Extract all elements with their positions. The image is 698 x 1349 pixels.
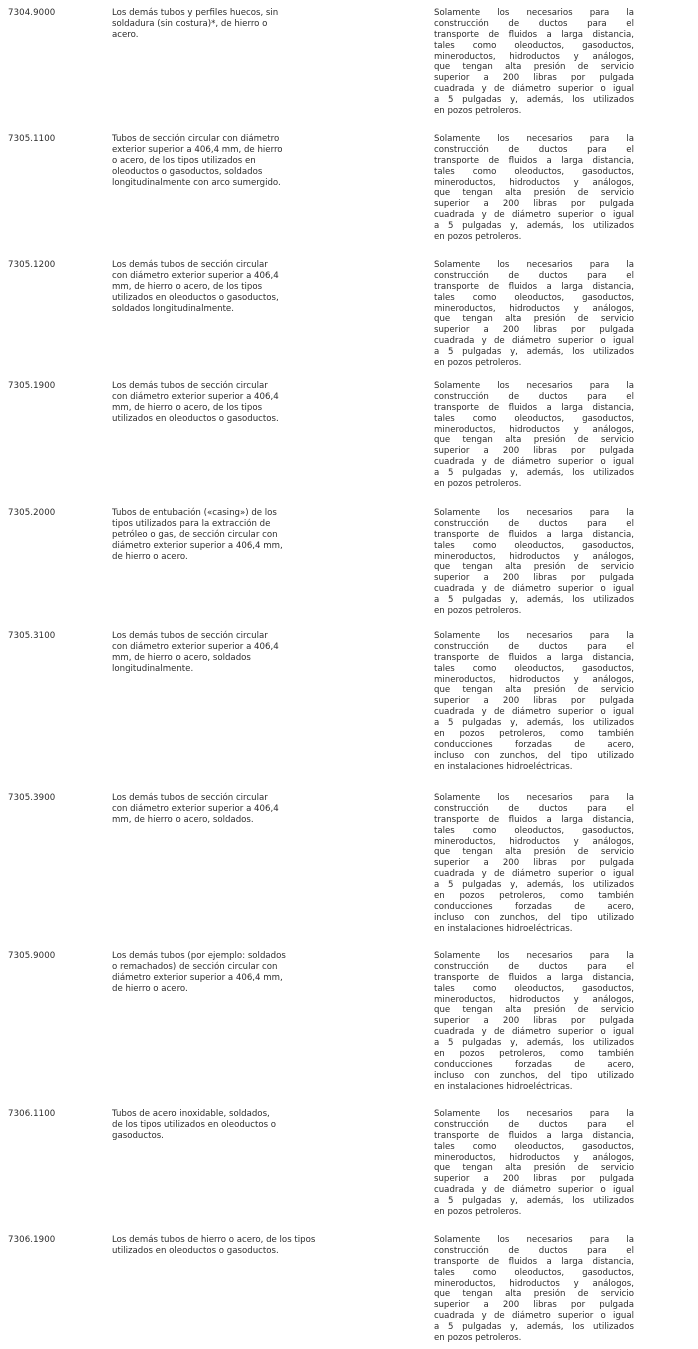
condition-line: superior a 200 libras por pulgada bbox=[434, 1300, 634, 1311]
condition-line: Solamente los necesarios para la bbox=[434, 134, 634, 144]
product-description: Tubos de sección circular con diámetro exterior superior a 406,4 mm, de hierro o acero, de los tipos utilizados en oleoductos o gasoductos, soldados longitudinalmente con arco sumergido. bbox=[112, 134, 283, 188]
condition-line: superior a 200 libras por pulgada bbox=[434, 858, 634, 869]
condition-line: que tengan alta presión de servicio bbox=[434, 435, 634, 446]
condition-text bbox=[434, 8, 634, 117]
condition-line: incluso con zunchos, del tipo utilizado bbox=[434, 750, 634, 761]
condition-line: mineroductos, hidroductos y análogos, bbox=[434, 836, 634, 847]
condition-line: mineroductos, hidroductos y análogos, bbox=[434, 51, 634, 62]
condition-line: que tengan alta presión de servicio bbox=[434, 1289, 634, 1300]
condition-line: a 5 pulgadas y, además, los utilizados bbox=[434, 595, 634, 606]
condition-text bbox=[434, 381, 634, 490]
condition-line: Solamente los necesarios para la bbox=[434, 793, 634, 803]
product-description: Tubos de entubación («casing») de los tipos utilizados para la extracción de petróleo o gas, de sección circular con diámetro exterior superior a 406,4 mm, de hierro o acero. bbox=[112, 508, 283, 562]
tariff-code: 7305.1900 bbox=[8, 381, 56, 391]
condition-line: a 5 pulgadas y, además, los utilizados bbox=[434, 95, 634, 106]
condition-line: construcción de ductos para el bbox=[434, 144, 634, 155]
condition-line: cuadrada y de diámetro superior o igual bbox=[434, 210, 634, 221]
condition-line: construcción de ductos para el bbox=[434, 518, 634, 529]
condition-line: construcción de ductos para el bbox=[434, 641, 634, 652]
condition-line: Solamente los necesarios para la bbox=[434, 8, 634, 18]
condition-line: transporte de fluidos a larga distancia, bbox=[434, 281, 634, 292]
condition-line: tales como oleoductos, gasoductos, bbox=[434, 825, 634, 836]
condition-line: mineroductos, hidroductos y análogos, bbox=[434, 1278, 634, 1289]
condition-line: cuadrada y de diámetro superior o igual bbox=[434, 869, 634, 880]
condition-line: en pozos petroleros. bbox=[434, 232, 522, 243]
condition-line: construcción de ductos para el bbox=[434, 18, 634, 29]
condition-line: en pozos petroleros. bbox=[434, 479, 522, 490]
condition-line: superior a 200 libras por pulgada bbox=[434, 73, 634, 84]
condition-line: superior a 200 libras por pulgada bbox=[434, 199, 634, 210]
condition-line: superior a 200 libras por pulgada bbox=[434, 446, 634, 457]
condition-line: cuadrada y de diámetro superior o igual bbox=[434, 1027, 634, 1038]
condition-line: que tengan alta presión de servicio bbox=[434, 188, 634, 199]
product-description: Tubos de acero inoxidable, soldados, de los tipos utilizados en oleoductos o gasoductos. bbox=[112, 1109, 277, 1141]
condition-line: tales como oleoductos, gasoductos, bbox=[434, 166, 634, 177]
condition-line: mineroductos, hidroductos y análogos, bbox=[434, 303, 634, 314]
condition-line: conducciones forzadas de acero, bbox=[434, 901, 634, 912]
condition-line: a 5 pulgadas y, además, los utilizados bbox=[434, 880, 634, 891]
condition-text bbox=[434, 631, 634, 773]
condition-line: en pozos petroleros. bbox=[434, 606, 522, 617]
condition-line: tales como oleoductos, gasoductos, bbox=[434, 540, 634, 551]
condition-line: en pozos petroleros. bbox=[434, 106, 522, 117]
condition-line: construcción de ductos para el bbox=[434, 961, 634, 972]
tariff-code: 7305.1200 bbox=[8, 260, 56, 270]
condition-line: transporte de fluidos a larga distancia, bbox=[434, 972, 634, 983]
condition-line: conducciones forzadas de acero, bbox=[434, 739, 634, 750]
condition-line: tales como oleoductos, gasoductos, bbox=[434, 40, 634, 51]
condition-line: transporte de fluidos a larga distancia, bbox=[434, 29, 634, 40]
condition-line: transporte de fluidos a larga distancia, bbox=[434, 814, 634, 825]
condition-line: Solamente los necesarios para la bbox=[434, 1109, 634, 1119]
tariff-code: 7304.9000 bbox=[8, 8, 56, 18]
condition-line: superior a 200 libras por pulgada bbox=[434, 1174, 634, 1185]
condition-text bbox=[434, 951, 634, 1093]
product-description: Los demás tubos de sección circular con diámetro exterior superior a 406,4 mm, de hierro o acero, de los tipos utilizados en oleoductos o gasoductos, soldados longitudinalmente. bbox=[112, 260, 279, 314]
condition-line: construcción de ductos para el bbox=[434, 1119, 634, 1130]
condition-line: a 5 pulgadas y, además, los utilizados bbox=[434, 1196, 634, 1207]
condition-line: cuadrada y de diámetro superior o igual bbox=[434, 1185, 634, 1196]
condition-line: superior a 200 libras por pulgada bbox=[434, 1016, 634, 1027]
condition-line: en pozos petroleros, como también bbox=[434, 1049, 634, 1060]
condition-line: en pozos petroleros. bbox=[434, 1333, 522, 1344]
condition-line: transporte de fluidos a larga distancia, bbox=[434, 529, 634, 540]
condition-text bbox=[434, 134, 634, 243]
condition-line: superior a 200 libras por pulgada bbox=[434, 573, 634, 584]
tariff-code: 7305.3100 bbox=[8, 631, 56, 641]
condition-line: tales como oleoductos, gasoductos, bbox=[434, 292, 634, 303]
condition-line: en instalaciones hidroeléctricas. bbox=[434, 923, 573, 934]
condition-text bbox=[434, 260, 634, 369]
condition-line: en pozos petroleros. bbox=[434, 1207, 522, 1218]
tariff-code: 7306.1100 bbox=[8, 1109, 56, 1119]
condition-text bbox=[434, 793, 634, 935]
condition-line: cuadrada y de diámetro superior o igual bbox=[434, 584, 634, 595]
condition-line: mineroductos, hidroductos y análogos, bbox=[434, 674, 634, 685]
product-description: Los demás tubos de sección circular con diámetro exterior superior a 406,4 mm, de hierro o acero, de los tipos utilizados en oleoductos o gasoductos. bbox=[112, 381, 279, 424]
condition-line: Solamente los necesarios para la bbox=[434, 631, 634, 641]
tariff-code: 7306.1900 bbox=[8, 1235, 56, 1245]
condition-text bbox=[434, 1109, 634, 1218]
condition-line: cuadrada y de diámetro superior o igual bbox=[434, 457, 634, 468]
condition-line: cuadrada y de diámetro superior o igual bbox=[434, 84, 634, 95]
condition-line: superior a 200 libras por pulgada bbox=[434, 325, 634, 336]
condition-line: superior a 200 libras por pulgada bbox=[434, 696, 634, 707]
condition-line: transporte de fluidos a larga distancia, bbox=[434, 402, 634, 413]
condition-line: tales como oleoductos, gasoductos, bbox=[434, 413, 634, 424]
condition-line: en pozos petroleros, como también bbox=[434, 891, 634, 902]
condition-line: que tengan alta presión de servicio bbox=[434, 847, 634, 858]
condition-line: a 5 pulgadas y, además, los utilizados bbox=[434, 718, 634, 729]
condition-line: tales como oleoductos, gasoductos, bbox=[434, 663, 634, 674]
condition-line: incluso con zunchos, del tipo utilizado bbox=[434, 912, 634, 923]
tariff-code: 7305.9000 bbox=[8, 951, 56, 961]
condition-text bbox=[434, 1235, 634, 1344]
condition-line: conducciones forzadas de acero, bbox=[434, 1059, 634, 1070]
tariff-code: 7305.1100 bbox=[8, 134, 56, 144]
condition-line: a 5 pulgadas y, además, los utilizados bbox=[434, 1038, 634, 1049]
condition-line: Solamente los necesarios para la bbox=[434, 951, 634, 961]
condition-line: en pozos petroleros, como también bbox=[434, 729, 634, 740]
condition-line: que tengan alta presión de servicio bbox=[434, 62, 634, 73]
condition-line: mineroductos, hidroductos y análogos, bbox=[434, 551, 634, 562]
condition-line: mineroductos, hidroductos y análogos, bbox=[434, 424, 634, 435]
product-description: Los demás tubos y perfiles huecos, sin soldadura (sin costura)*, de hierro o acero. bbox=[112, 8, 279, 40]
condition-line: en instalaciones hidroeléctricas. bbox=[434, 761, 573, 772]
product-description: Los demás tubos de hierro o acero, de los tipos utilizados en oleoductos o gasoductos. bbox=[112, 1235, 316, 1256]
condition-line: a 5 pulgadas y, además, los utilizados bbox=[434, 1322, 634, 1333]
condition-line: Solamente los necesarios para la bbox=[434, 508, 634, 518]
condition-line: Solamente los necesarios para la bbox=[434, 1235, 634, 1245]
condition-line: construcción de ductos para el bbox=[434, 270, 634, 281]
condition-line: mineroductos, hidroductos y análogos, bbox=[434, 994, 634, 1005]
condition-line: incluso con zunchos, del tipo utilizado bbox=[434, 1070, 634, 1081]
condition-line: que tengan alta presión de servicio bbox=[434, 1163, 634, 1174]
condition-line: transporte de fluidos a larga distancia, bbox=[434, 1130, 634, 1141]
condition-line: transporte de fluidos a larga distancia, bbox=[434, 652, 634, 663]
condition-line: tales como oleoductos, gasoductos, bbox=[434, 983, 634, 994]
condition-line: a 5 pulgadas y, además, los utilizados bbox=[434, 468, 634, 479]
condition-line: tales como oleoductos, gasoductos, bbox=[434, 1141, 634, 1152]
condition-line: cuadrada y de diámetro superior o igual bbox=[434, 1311, 634, 1322]
condition-line: a 5 pulgadas y, además, los utilizados bbox=[434, 221, 634, 232]
condition-line: cuadrada y de diámetro superior o igual bbox=[434, 336, 634, 347]
condition-line: Solamente los necesarios para la bbox=[434, 381, 634, 391]
condition-line: que tengan alta presión de servicio bbox=[434, 1005, 634, 1016]
condition-line: cuadrada y de diámetro superior o igual bbox=[434, 707, 634, 718]
condition-line: en instalaciones hidroeléctricas. bbox=[434, 1081, 573, 1092]
condition-line: construcción de ductos para el bbox=[434, 391, 634, 402]
condition-line: construcción de ductos para el bbox=[434, 803, 634, 814]
condition-text bbox=[434, 508, 634, 617]
product-description: Los demás tubos (por ejemplo: soldados o remachados) de sección circular con diámetro exterior superior a 406,4 mm, de hierro o acero. bbox=[112, 951, 286, 994]
condition-line: transporte de fluidos a larga distancia, bbox=[434, 155, 634, 166]
condition-line: en pozos petroleros. bbox=[434, 358, 522, 369]
tariff-code: 7305.2000 bbox=[8, 508, 56, 518]
condition-line: que tengan alta presión de servicio bbox=[434, 562, 634, 573]
condition-line: que tengan alta presión de servicio bbox=[434, 685, 634, 696]
condition-line: que tengan alta presión de servicio bbox=[434, 314, 634, 325]
product-description: Los demás tubos de sección circular con diámetro exterior superior a 406,4 mm, de hierro o acero, soldados longitudinalmente. bbox=[112, 631, 279, 674]
condition-line: tales como oleoductos, gasoductos, bbox=[434, 1267, 634, 1278]
condition-line: transporte de fluidos a larga distancia, bbox=[434, 1256, 634, 1267]
product-description: Los demás tubos de sección circular con diámetro exterior superior a 406,4 mm, de hierro o acero, soldados. bbox=[112, 793, 279, 825]
condition-line: mineroductos, hidroductos y análogos, bbox=[434, 1152, 634, 1163]
condition-line: mineroductos, hidroductos y análogos, bbox=[434, 177, 634, 188]
condition-line: Solamente los necesarios para la bbox=[434, 260, 634, 270]
tariff-code: 7305.3900 bbox=[8, 793, 56, 803]
condition-line: construcción de ductos para el bbox=[434, 1245, 634, 1256]
condition-line: a 5 pulgadas y, además, los utilizados bbox=[434, 347, 634, 358]
